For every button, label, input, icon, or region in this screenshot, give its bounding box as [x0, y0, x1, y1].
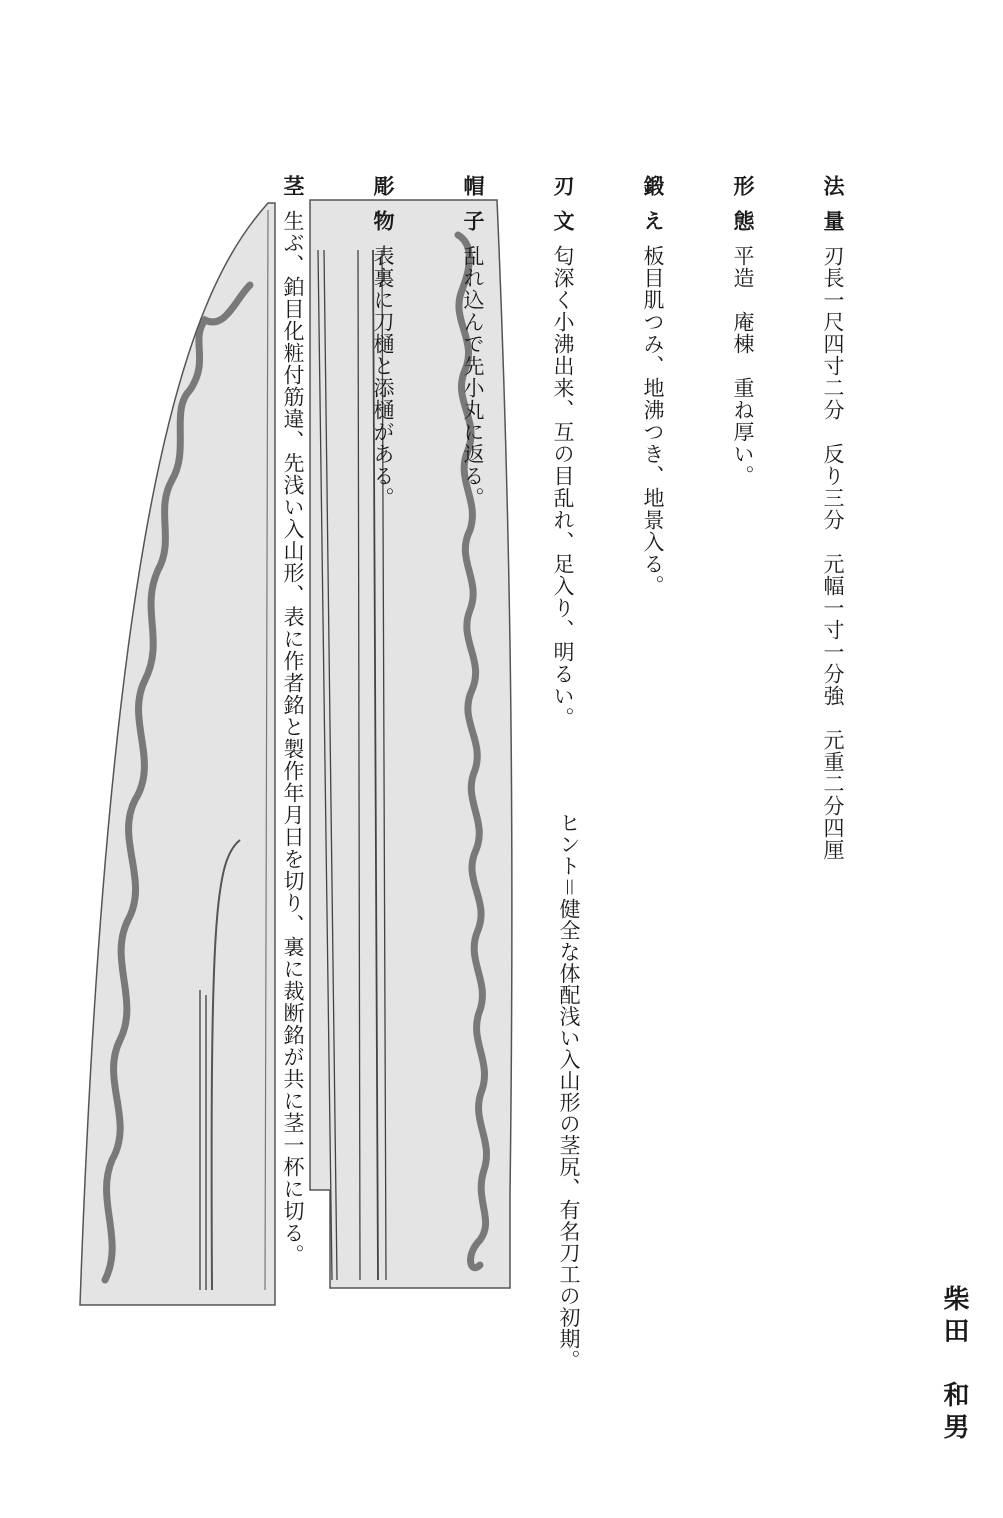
- spec-label: 鍛え: [641, 175, 665, 245]
- spec-value: 表裏に刀樋と添樋がある。: [371, 245, 395, 509]
- spec-value: 平造 庵棟 重ね厚い。: [731, 245, 755, 487]
- spec-label: 法量: [821, 175, 845, 245]
- spec-row-keitai: [673, 175, 763, 1266]
- spec-value: 刃長一尺四寸二分 反り三分 元幅一寸一分強 元重二分四厘: [821, 245, 845, 861]
- spec-label: 彫物: [371, 175, 395, 245]
- spec-row-kitae: [583, 175, 673, 1266]
- spec-label: 形態: [731, 175, 755, 245]
- spec-label: 茎: [281, 175, 305, 210]
- spec-value: 板目肌つみ、地沸つき、地景入る。: [641, 245, 665, 597]
- spec-row-horyo: [763, 175, 853, 1266]
- hint-text: ヒント＝健全な体配浅い入山形の茎尻、有名刀工の初期。: [557, 812, 581, 1371]
- spec-label: 刃文: [551, 175, 575, 245]
- spec-row-horimono: [313, 175, 403, 1266]
- author-name: 柴田 和男: [939, 1285, 969, 1445]
- spec-value: 生ぶ、鉑目化粧付筋違、先浅い入山形、表に作者銘と製作年月日を切り、裏に裁断銘が共に茎一杯に切る。: [281, 210, 305, 1266]
- spec-row-nakago: [223, 175, 313, 1266]
- spec-row-boshi: [403, 175, 493, 1266]
- spec-value: 乱れ込んで先小丸に返る。: [461, 245, 485, 509]
- spec-label: 帽子: [461, 175, 485, 245]
- spec-value: 匂深く小沸出来、互の目乱れ、足入り、明るい。: [551, 245, 575, 729]
- sword-specifications: [223, 175, 853, 1266]
